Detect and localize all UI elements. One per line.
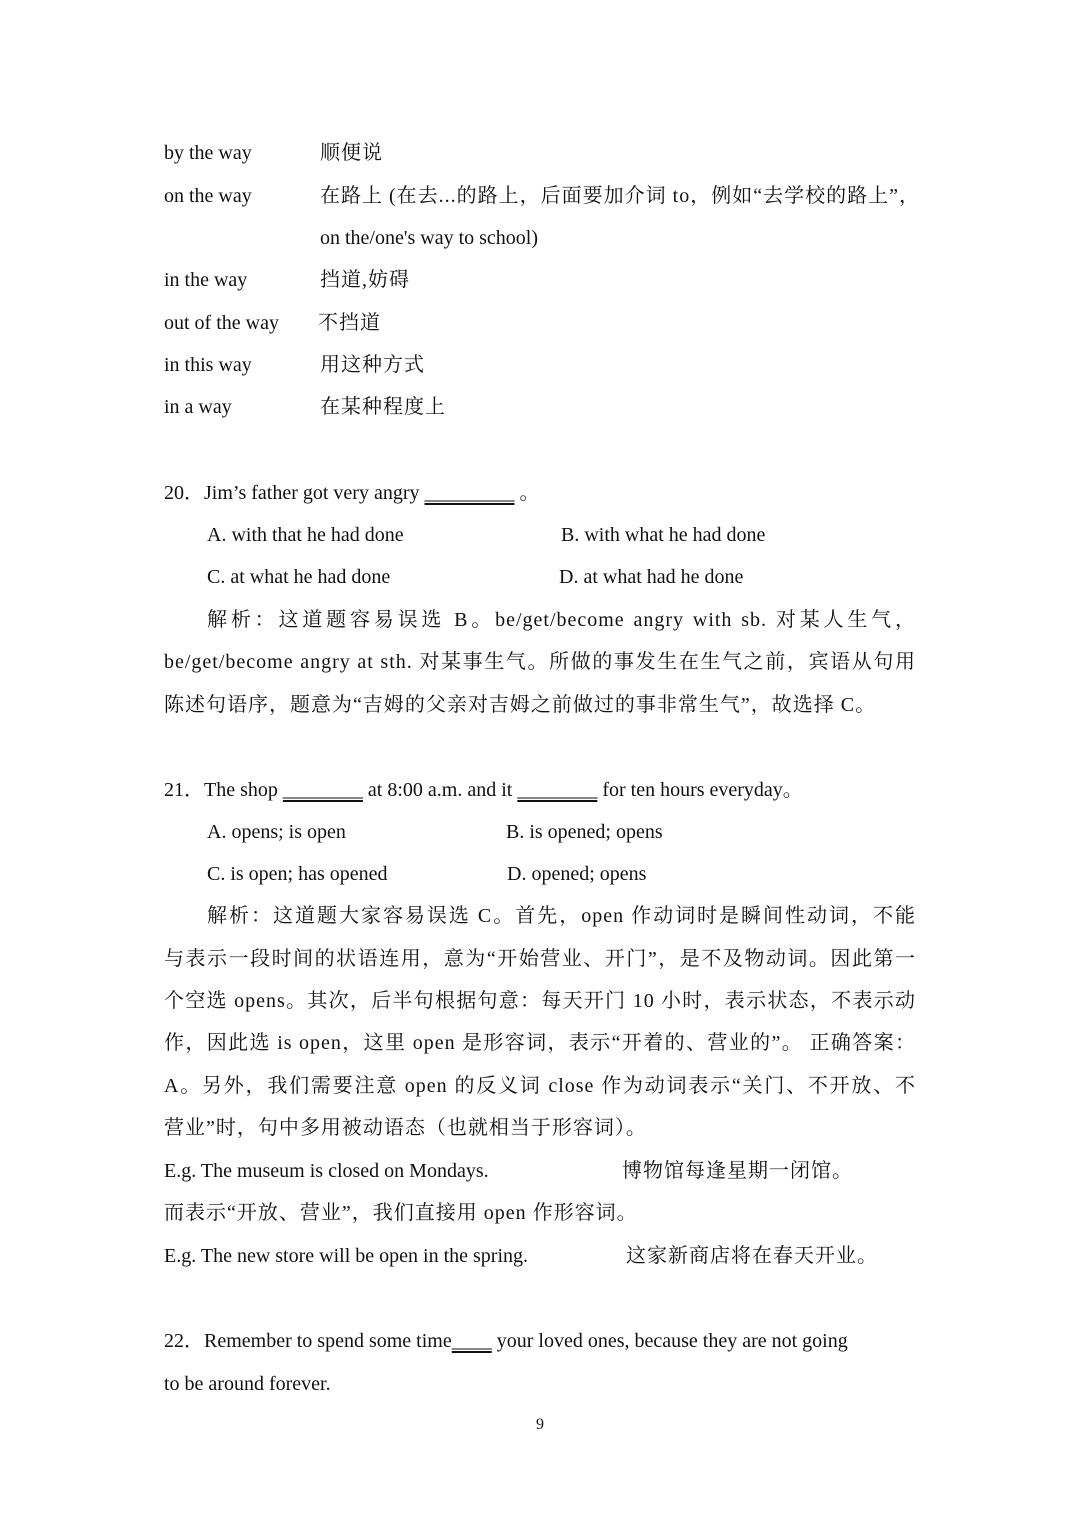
question-number: 20． — [164, 482, 204, 504]
question-number: 21． — [164, 779, 204, 801]
answer-blank: ________ — [282, 779, 363, 801]
phrase-cn: on the/one's way to school) — [320, 227, 539, 249]
example-sentence-en: E.g. The new store will be open in the spring. — [164, 1245, 529, 1267]
option-b: B. is opened; opens — [506, 821, 663, 843]
answer-blank: _________ — [424, 482, 515, 504]
analysis-line: 陈述句语序，题意为“吉姆的父亲对吉姆之前做过的事非常生气”，故选择 C。 — [164, 694, 877, 716]
analysis-line: 营业”时，句中多用被动语态（也就相当于形容词）。 — [164, 1117, 647, 1139]
option-d: D. opened; opens — [507, 863, 647, 885]
question-22-stem — [164, 1327, 848, 1355]
stem-text: at 8:00 a.m. and it — [362, 779, 518, 801]
question-21-stem — [164, 776, 803, 804]
question-22-stem-line2: to be around forever. — [164, 1373, 331, 1395]
stem-text: The shop — [204, 779, 283, 801]
phrase-cn: 挡道,妨碍 — [320, 269, 410, 291]
phrase-cn: 用这种方式 — [320, 354, 425, 376]
option-c: C. at what he had done — [207, 566, 391, 588]
stem-text: 。 — [514, 482, 540, 504]
analysis-line: 与表示一段时间的状语连用，意为“开始营业、开门”，是不及物动词。因此第一 — [164, 948, 916, 970]
phrase-en: in this way — [164, 354, 252, 376]
option-d: D. at what had he done — [559, 566, 744, 588]
stem-text: for ten hours everyday。 — [597, 779, 803, 801]
answer-blank: ________ — [517, 779, 598, 801]
phrase-en: in the way — [164, 269, 248, 291]
analysis-line: 解析：这道题容易误选 B。be/get/become angry with sb. 对某人生气， — [207, 609, 916, 631]
example-sentence-cn: 这家新商店将在春天开业。 — [626, 1245, 878, 1267]
stem-text: your loved ones, because they are not going — [491, 1330, 848, 1352]
phrase-cn: 顺便说 — [320, 142, 383, 164]
phrase-cn: 在某种程度上 — [320, 396, 446, 418]
example-sentence-en: E.g. The museum is closed on Mondays. — [164, 1160, 489, 1182]
bridge-sentence: 而表示“开放、营业”，我们直接用 open 作形容词。 — [164, 1202, 638, 1224]
analysis-line: be/get/become angry at sth. 对某事生气。所做的事发生在生气之前，宾语从句用 — [164, 651, 916, 673]
analysis-line: 解析：这道题大家容易误选 C。首先，open 作动词时是瞬间性动词，不能 — [207, 905, 916, 927]
question-20-stem — [164, 479, 540, 507]
analysis-line: A。另外，我们需要注意 open 的反义词 close 作为动词表示“关门、不开放、不 — [164, 1075, 916, 1097]
analysis-line: 作，因此选 is open，这里 open 是形容词，表示“开着的、营业的”。 正确答案： — [164, 1032, 916, 1054]
option-b: B. with what he had done — [561, 524, 766, 546]
stem-text: Remember to spend some time — [204, 1330, 452, 1352]
option-a: A. with that he had done — [207, 524, 404, 546]
phrase-cn: 在路上 (在去...的路上，后面要加介词 to，例如“去学校的路上”， — [320, 185, 920, 207]
option-c: C. is open; has opened — [207, 863, 388, 885]
phrase-en: in a way — [164, 396, 232, 418]
example-sentence-cn: 博物馆每逢星期一闭馆。 — [622, 1160, 853, 1182]
page-number: 9 — [536, 1416, 544, 1433]
phrase-en: by the way — [164, 142, 252, 164]
phrase-en: out of the way — [164, 312, 279, 334]
question-number: 22． — [164, 1330, 204, 1352]
analysis-line: 个空选 opens。其次，后半句根据句意：每天开门 10 小时，表示状态，不表示动 — [164, 990, 916, 1012]
phrase-cn: 不挡道 — [318, 312, 381, 334]
answer-blank: ____ — [451, 1330, 492, 1352]
option-a: A. opens; is open — [207, 821, 346, 843]
phrase-en: on the way — [164, 185, 252, 207]
stem-text: Jim’s father got very angry — [204, 482, 425, 504]
